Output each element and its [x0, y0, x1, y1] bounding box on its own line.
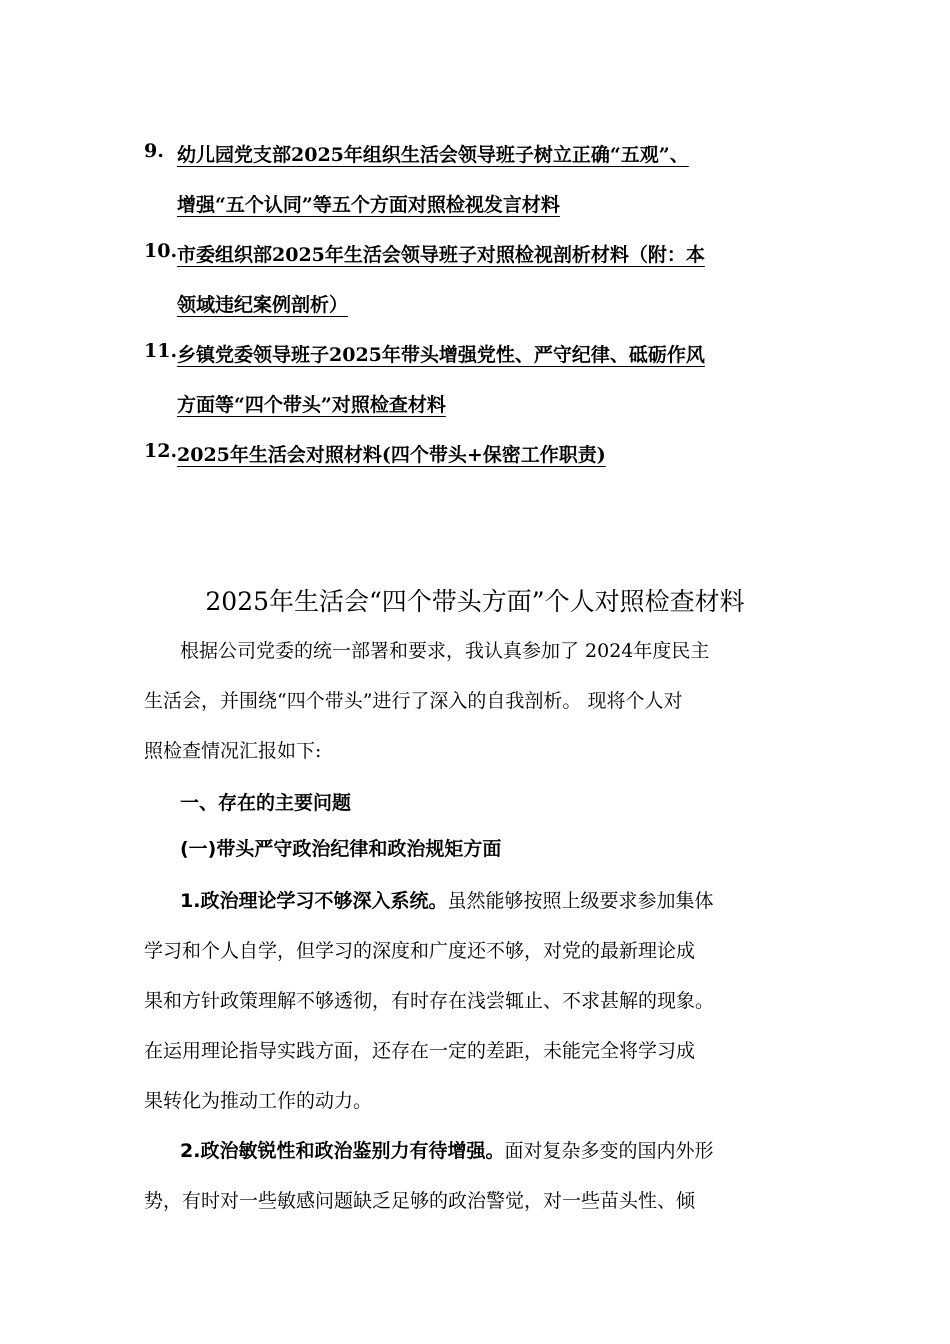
toc-number: 11. — [144, 340, 178, 362]
toc-link-line[interactable]: 增强“五个认同”等五个方面对照检视发言材料 — [177, 194, 560, 216]
toc-link-line[interactable]: 2025年生活会对照材料(四个带头+保密工作职责) — [177, 444, 606, 466]
point-2-lead: 2.政治敏锐性和政治鉴别力有待增强。 — [180, 1140, 505, 1162]
paragraph-line: 果转化为推动工作的动力。 — [144, 1090, 373, 1112]
paragraph-line: 照检查情况汇报如下: — [144, 740, 322, 762]
subsection-heading: (一)带头严守政治纪律和政治规矩方面 — [180, 838, 502, 860]
paragraph-line: 根据公司党委的统一部署和要求，我认真参加了 2024年度民主 — [180, 640, 710, 662]
paragraph-line: 势，有时对一些敏感问题缺乏足够的政治警觉，对一些苗头性、倾 — [144, 1190, 696, 1212]
point-1-lead: 1.政治理论学习不够深入系统。 — [180, 890, 448, 912]
toc-link-line[interactable]: 领域违纪案例剖析） — [177, 294, 349, 316]
point-1-text: 虽然能够按照上级要求参加集体 — [447, 890, 714, 912]
toc-link-line[interactable]: 方面等“四个带头”对照检查材料 — [177, 394, 446, 416]
toc-number: 10. — [144, 240, 178, 262]
paragraph-line: 学习和个人自学，但学习的深度和广度还不够，对党的最新理论成 — [144, 940, 696, 962]
paragraph-line: 在运用理论指导实践方面，还存在一定的差距，未能完全将学习成 — [144, 1040, 696, 1062]
point-1-first-line — [180, 886, 713, 913]
document-title: 2025年生活会“四个带头方面”个人对照检查材料 — [205, 587, 745, 616]
paragraph-line: 生活会，并围绕“四个带头”进行了深入的自我剖析。 现将个人对 — [144, 690, 683, 712]
point-2-first-line — [180, 1136, 713, 1163]
toc-number: 9. — [144, 140, 164, 162]
section-heading: 一、存在的主要问题 — [180, 792, 352, 814]
toc-link-line[interactable]: 幼儿园党支部2025年组织生活会领导班子树立正确“五观”、 — [177, 144, 689, 166]
toc-link-line[interactable]: 乡镇党委领导班子2025年带头增强党性、严守纪律、砥砺作风 — [177, 344, 705, 366]
paragraph-line: 果和方针政策理解不够透彻，有时存在浅尝辄止、不求甚解的现象。 — [144, 990, 715, 1012]
point-2-text: 面对复杂多变的国内外形 — [504, 1140, 714, 1162]
toc-number: 12. — [144, 440, 178, 462]
toc-link-line[interactable]: 市委组织部2025年生活会领导班子对照检视剖析材料（附：本 — [177, 244, 705, 266]
